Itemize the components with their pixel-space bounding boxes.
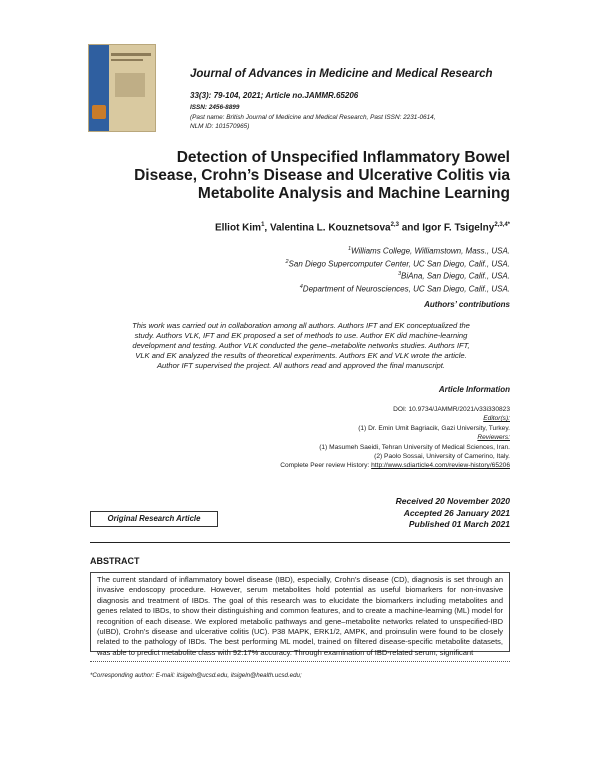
contributions-line: This work was carried out in collaboration among all authors. Authors IFT and EK conceptualized the [132,321,470,330]
journal-cover-thumbnail [88,44,156,132]
paper-title [90,149,510,203]
doi: DOI: 10.9734/JAMMR/2021/v33i330823 [393,406,510,413]
received-date: Received 20 November 2020 [395,496,510,506]
contributions-line: Author IFT supervised the project. All authors read and approved the final manuscript. [156,361,445,370]
affiliation: $^3$BiAna, San Diego, Calif., USA. [397,271,510,281]
contributions-line: study. Authors VLK, IFT and EK proposed a set of methods to use. Author EK did machine-learning [134,331,468,340]
title-line: Detection of Unspecified Inflammatory Bowel [176,149,510,166]
cover-logo-mark [92,105,106,119]
cover-block [115,73,145,97]
review-history-link[interactable]: http://www.sdiarticle4.com/review-history/65206 [371,462,510,470]
contributions-heading: Authors’ contributions [424,300,510,309]
journal-title: Journal of Advances in Medicine and Medical Research [190,68,493,80]
author-separator: , [264,222,270,234]
accepted-date: Accepted 26 January 2021 [403,507,510,518]
author-affiliation-mark: 1 [261,222,265,228]
corresponding-author-footnote: *Corresponding author: E-mail: itsigeln@ucsd.edu, itsigeln@health.ucsd.edu; [90,672,302,679]
issue-line: 33(3): 79-104, 2021; Article no.JAMMR.65206 [190,91,359,100]
article-type-box: Original Research Article [90,511,218,527]
article-info [90,405,510,471]
contributions-text [92,321,510,371]
affiliation: $^4$Department of Neurosciences, UC San Diego, Calif., USA. [299,283,510,294]
editor: (1) Dr. Emin Umit Bagriacik, Gazi University, Turkey. [358,424,510,432]
author-list [90,222,510,233]
author-name: Igor F. Tsigelny [422,222,495,234]
author-affiliation-mark: 2,3,4* [494,222,510,228]
reviewer: (1) Masumeh Saeidi, Tehran University of Medical Sciences, Iran. [319,443,510,451]
contributions-line: VLK and EK analyzed the results of theoretical experiments. Authors EK and VLK wrote the article. [135,351,467,360]
author-name: Valentina L. Kouznetsova [269,222,391,234]
review-history-label: Complete Peer review History: [280,462,372,470]
footnote-divider [90,661,510,662]
past-name-line: (Past name: British Journal of Medicine and Medical Research, Past ISSN: 2231-0614, [190,114,436,121]
affiliation: $^2$San Diego Supercomputer Center, UC San Diego, Calif., USA. [285,258,510,269]
review-history [90,461,510,470]
cover-stripe [111,59,143,61]
affiliation: $^1$Williams College, Williamstown, Mass., USA. [347,246,510,256]
author-separator: and [398,222,423,234]
article-info-heading: Article Information [438,385,510,394]
nlm-id-line: NLM ID: 101570965) [190,123,250,130]
cover-stripe [111,53,151,56]
abstract-text: The current standard of inflammatory bowel disease (IBD), especially, Crohn’s disease (CD), diagnosis is set through an invasive endoscopy procedure. However, serum metabolites hold potential as useful biomarkers for non-invasive diagnosis and treatment of IBDs. The goal of this research was to elucidate the biomarkers including metabolites and genes related to IBDs, to show their distinguishing and common features, and to create a machine-learning (ML) model for recognition of each disease. We explored metabolic pathways and gene–metabolite networks related to unspecified-IBD (uIBD), Crohn’s disease and ulcerative colitis (UC). P38 MAPK, ERK1/2, AMPK, and proinsulin were found to be closely related to the pathology of IBDs. The best performing ML model, trained on filtered disease-specific metabolite datasets, was able to predict metabolite class with 92.17% accuracy. Through examination of IBD-related serum, significant [97,575,503,657]
title-line: Metabolite Analysis and Machine Learning [197,185,510,202]
past-name-note [190,113,520,131]
abstract-heading: ABSTRACT [90,556,140,566]
issn-line: ISSN: 2456-8899 [190,104,240,111]
section-divider [90,542,510,543]
title-line: Disease, Crohn’s Disease and Ulcerative Colitis via [134,167,510,184]
abstract-box [90,572,510,657]
editor-label: Editor(s): [483,415,510,423]
author-affiliation-mark: 2,3 [390,222,399,228]
reviewers-label: Reviewers: [477,434,510,442]
affiliations [90,244,510,295]
reviewer: (2) Paolo Sossai, University of Camerino, Italy. [374,453,510,461]
author-name: Elliot Kim [214,222,262,234]
published-date: Published 01 March 2021 [408,519,510,530]
contributions-line: development and testing. Author VLK conducted the gene–metabolite networks studies. Authors IFT, [132,341,470,350]
